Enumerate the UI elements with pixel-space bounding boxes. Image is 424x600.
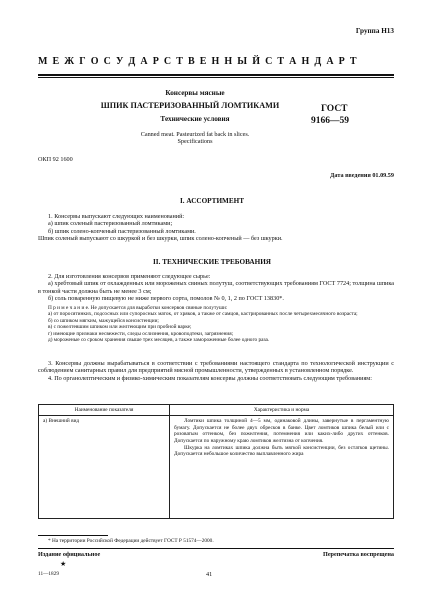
category: Консервы мясные (165, 89, 225, 97)
section1-p1: 1. Консервы выпускают следующих наименований: (48, 213, 185, 220)
section1-body (38, 213, 394, 243)
star-icon: ★ (60, 560, 67, 568)
page-number: 41 (206, 571, 213, 578)
note-item-c: в) с пожелтевшим шпиком или желтеющим при пробной варке; (48, 324, 192, 331)
footer-reprint: Перепечатка воспрещена (323, 551, 394, 558)
note-item-b: б) со шпиком мягким, мажущейся консистенции; (48, 317, 159, 324)
section1-p2: а) шпик соленый пастеризованный ломтиками; (48, 220, 173, 228)
footnote: * На территории Российской Федерации действует ГОСТ Р 51574—2000. (48, 538, 214, 544)
table-cell-norm-2: Шкурка на ломтиках шпика должна быть мягкой консистенции, без остатков щетины. Допускается небольшое количество выплавленного жира (174, 445, 389, 458)
note-item-e: д) мороженые со сроком хранения свыше трех месяцев, а также замороженные более одного раза. (48, 337, 270, 344)
okp-code: ОКП 92 1600 (38, 156, 73, 163)
table-header-row (39, 405, 394, 416)
table-row (39, 416, 394, 519)
table-cell-norm (170, 416, 394, 519)
section2-p2a: а) хребтовый шпик от охлажденных или мороженых свиных полутуш, соответствующих требованиям ГОСТ 7724; толщина шпика в тонкой части должна быть не менее 3 см; (38, 280, 394, 295)
section2-later (38, 360, 394, 382)
header-rule-top (38, 74, 394, 76)
footnote-rule (38, 535, 108, 536)
footer-code: 11—1829 (38, 571, 59, 577)
section2-body (38, 273, 394, 303)
gost-label: ГОСТ (321, 104, 348, 114)
requirements-table (38, 404, 394, 519)
section1-heading: I. АССОРТИМЕНТ (179, 197, 245, 205)
english-line-2: Specifications (177, 138, 213, 146)
english-title (100, 131, 290, 146)
table-header-norm: Характеристика и норма (170, 405, 394, 416)
gost-number: 9166—59 (311, 116, 349, 126)
section1-p3: б) шпик солено-копченый пастеризованный ломтиками. (48, 227, 196, 235)
note-item-d: г) имеющие признаки несвежести, следы ослизнения, кровоподтеки, загрязнения; (48, 330, 234, 337)
section2-p3: 3. Консервы должны вырабатываться в соответствии с требованиями настоящего стандарта по технологической инструкции с соблюдением санитарных правил для предприятий мясной промышленности, утвержденных в установленном порядке. (38, 360, 394, 375)
doc-subtitle: Технические условия (160, 115, 230, 123)
footer-official: Издание официальное (38, 551, 101, 558)
section1-p4: Шпик соленый выпускают со шкуркой и без шкурки, шпик солено-копченый — без шкурки. (38, 235, 283, 243)
table-cell-norm-1: Ломтики шпика толщиной 4—5 мм, одинаковой длины, завернутые в пергаментную бумагу. Допускается не более двух обресков в банке. Цвет ломтиков шпика белый или с розоватым оттенком, без пожелтения, потемнения или каких-либо других оттенков. Допускается по наружному краю ломтиков желтизна от копчения. (174, 418, 389, 444)
header-rule-bottom (38, 77, 394, 78)
effective-date: Дата введения 01.09.59 (330, 172, 394, 179)
table-cell-name: а) Внешний вид (39, 416, 170, 519)
table-header-name: Наименование показателя (39, 405, 170, 416)
group-label: Группа Н13 (355, 27, 394, 35)
section2-p4: 4. По органолептическим и физико-химическим показателям консервы должны соответствовать следующим требованиям: (48, 374, 372, 382)
note-lead: П р и м е ч а н и е. Не допускается для выработки консервов свиные полутуши: (48, 305, 228, 311)
note-item-a: а) от поросятинких, подсосных или супоросных маток, от хряков, а также от самцов, кастрированных после четырехмесячного возраста; (48, 311, 358, 318)
section2-p2: 2. Для изготовления консервов применяют следующее сырье: (48, 273, 211, 280)
note-block (38, 305, 394, 343)
header-banner: М Е Ж Г О С У Д А Р С Т В Е Н Н Ы Й С Т А Н Д А Р Т (38, 56, 358, 67)
doc-title: ШПИК ПАСТЕРИЗОВАННЫЙ ЛОМТИКАМИ (100, 101, 280, 110)
section2-heading: II. ТЕХНИЧЕСКИЕ ТРЕБОВАНИЯ (153, 258, 271, 266)
english-line-1: Canned meat. Pasteurized fat back in slices. (140, 131, 250, 138)
section2-p2b: б) соль поваренную пищевую не ниже первого сорта, помолов № 0, 1, 2 по ГОСТ 13830*. (48, 295, 284, 303)
footer-rule (38, 548, 394, 549)
